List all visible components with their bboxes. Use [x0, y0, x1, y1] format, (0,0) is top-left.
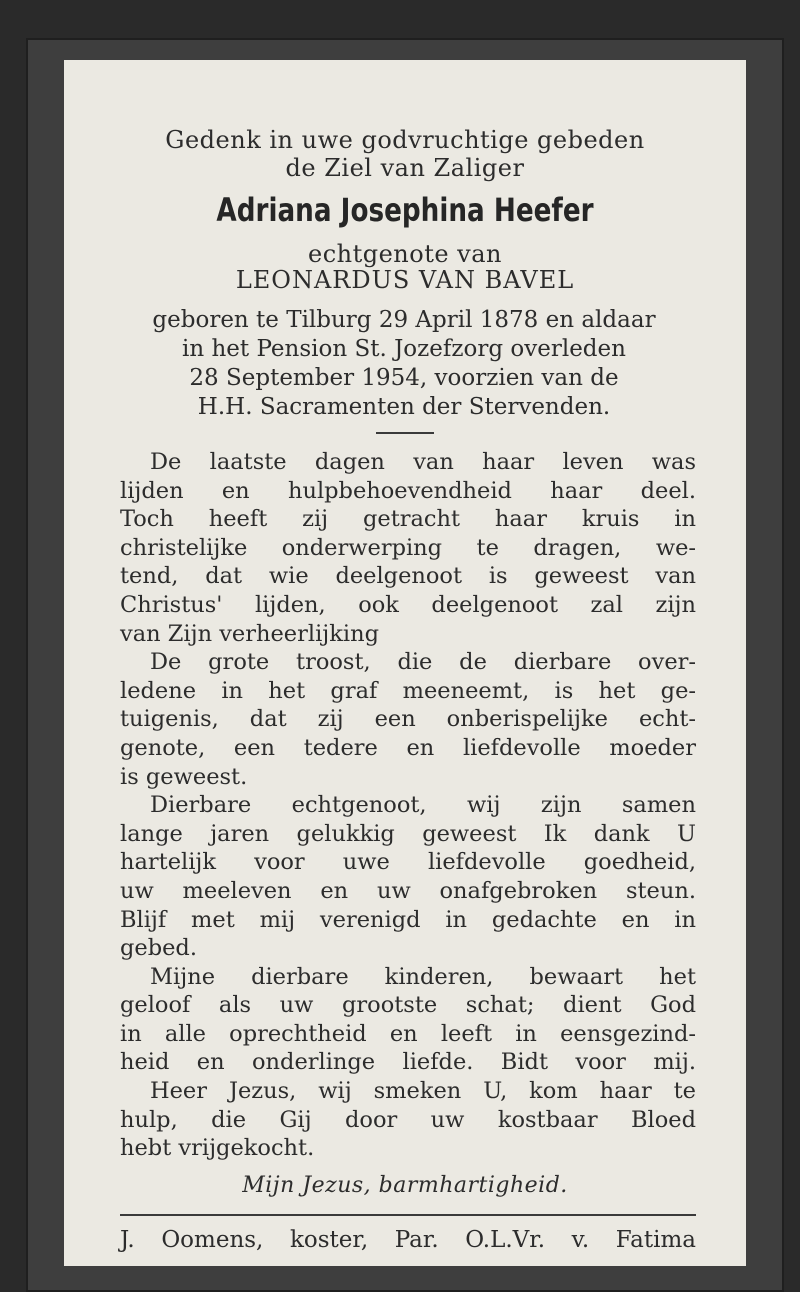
text-line: hartelijk voor uwe liefdevolle goedheid,	[120, 849, 696, 876]
detail-line: H.H. Sacramenten der Stervenden.	[197, 394, 611, 420]
spouse-name: LEONARDUS VAN BAVEL	[235, 266, 575, 294]
invocation-line-2: de Ziel van Zaliger	[285, 154, 525, 182]
text-line: tend, dat wie deelgenoot is geweest van	[120, 563, 696, 590]
footer-rule	[120, 1214, 696, 1216]
text-line: ledene in het graf meeneemt, is het ge-	[120, 677, 696, 704]
text-line: De laatste dagen van haar leven was	[150, 449, 696, 475]
text-line: De grote troost, die de dierbare over-	[150, 649, 696, 676]
invocation-line: Gedenk in uwe godvruchtige gebeden	[165, 126, 645, 154]
text-line: Blijf met mij verenigd in gedachte en in	[120, 906, 696, 933]
text-line: lange jaren gelukkig geweest Ik dank U	[120, 820, 696, 847]
text-line: hulp, die Gij door uw kostbaar Bloed	[120, 1106, 696, 1133]
text-line: heid en onderlinge liefde. Bidt voor mij.	[120, 1049, 696, 1076]
text-line: hebt vrijgekocht.	[120, 1135, 315, 1162]
detail-line: in het Pension St. Jozefzorg overleden	[182, 336, 626, 362]
separator-rule	[376, 432, 434, 434]
detail-line: geboren te Tilburg 29 April 1878 en aldaar	[152, 307, 656, 333]
memorial-text	[120, 448, 696, 1163]
text-line: van Zijn verheerlijking	[120, 620, 379, 647]
text-line: Heer Jezus, wij smeken U, kom haar te	[150, 1078, 696, 1105]
text-line: Toch heeft zij getracht haar kruis in	[120, 506, 696, 533]
text-line: uw meeleven en uw onafgebroken steun.	[120, 877, 696, 904]
text-line: tuigenis, dat zij een onberispelijke echt-	[120, 706, 696, 733]
text-line: Christus' lijden, ook deelgenoot zal zijn	[120, 591, 696, 618]
prayer-card	[64, 60, 746, 1266]
closing-prayer: Mijn Jezus, barmhartigheid.	[242, 1173, 568, 1198]
text-line: christelijke onderwerping te dragen, we-	[120, 534, 696, 561]
birth-death-details	[118, 306, 690, 422]
text-line: in alle oprechtheid en leeft in eensgezind-	[120, 1020, 696, 1047]
printer-credit: J. Oomens, koster, Par. O.L.Vr. v. Fatima	[120, 1227, 696, 1253]
detail-line: 28 September 1954, voorzien van de	[189, 365, 619, 391]
spouse-intro: echtgenote van	[307, 240, 503, 268]
text-line: lijden en hulpbehoevendheid haar deel.	[120, 477, 696, 504]
text-line: gebed.	[120, 935, 197, 962]
text-line: genote, een tedere en liefdevolle moeder	[120, 734, 696, 761]
text-line: Mijne dierbare kinderen, bewaart het	[150, 963, 696, 990]
text-line: geloof als uw grootste schat; dient God	[120, 992, 696, 1019]
text-line: Dierbare echtgenoot, wij zijn samen	[150, 792, 696, 819]
deceased-name: Adriana Josephina Heefer	[216, 191, 594, 229]
text-line: is geweest.	[120, 763, 248, 790]
